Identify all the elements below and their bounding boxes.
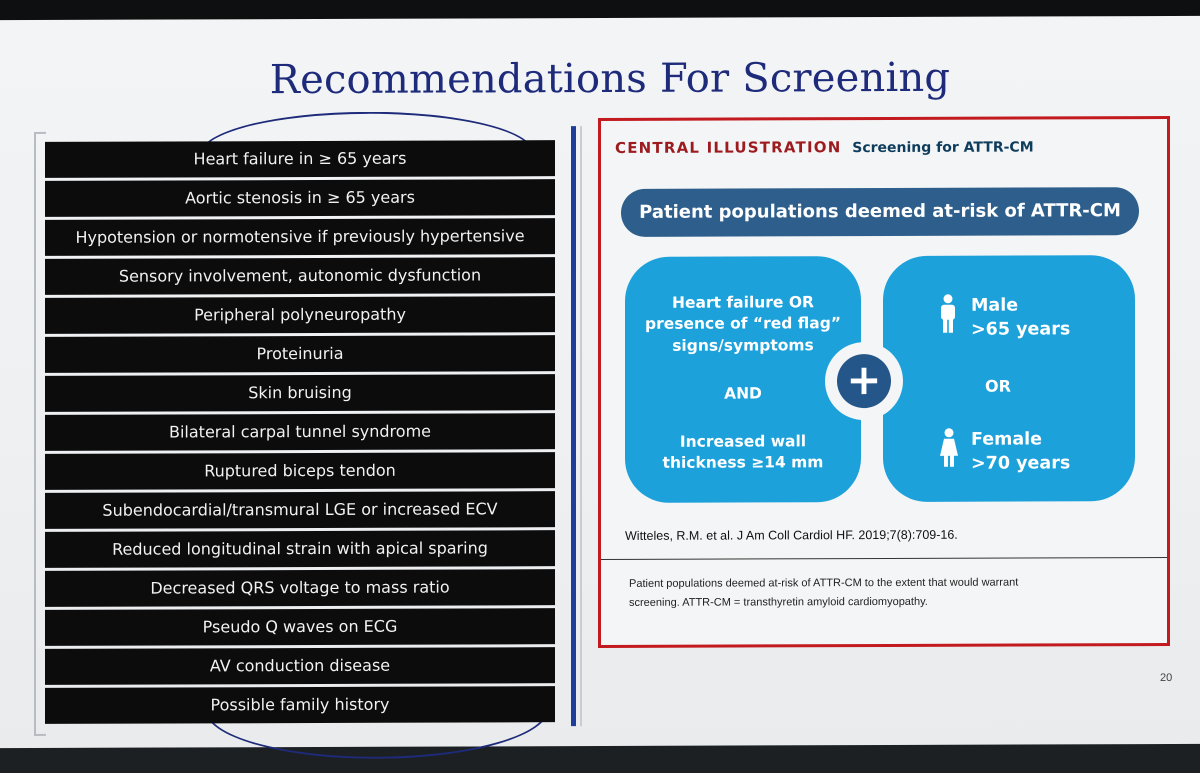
caption-line-1: Patient populations deemed at-risk of ATTR-CM to the extent that would warrant — [629, 576, 1019, 590]
left-box-line5: thickness ≥14 mm — [662, 453, 824, 472]
central-illustration-label: CENTRAL ILLUSTRATION — [615, 138, 842, 157]
criteria-item: AV conduction disease — [45, 647, 555, 684]
central-illustration-panel — [598, 116, 1170, 648]
left-box-line1: Heart failure OR — [672, 293, 814, 312]
male-age: >65 years — [971, 319, 1071, 340]
panel-header — [615, 131, 1155, 163]
female-label: Female — [971, 429, 1043, 450]
left-box-line3: signs/symptoms — [672, 336, 814, 355]
at-risk-banner: Patient populations deemed at-risk of ATTR-CM — [621, 187, 1139, 237]
criteria-item: Peripheral polyneuropathy — [45, 296, 555, 333]
citation: Witteles, R.M. et al. J Am Coll Cardiol HF. 2019;7(8):709-16. — [625, 527, 958, 543]
criteria-item: Pseudo Q waves on ECG — [45, 608, 555, 645]
criteria-item: Skin bruising — [45, 374, 555, 411]
illustration-caption — [629, 573, 1149, 613]
criteria-item: Possible family history — [45, 686, 555, 723]
criteria-list — [45, 140, 555, 727]
female-person-icon — [939, 428, 959, 468]
central-illustration-subtitle: Screening for ATTR-CM — [852, 139, 1034, 157]
left-box-line4: Increased wall — [679, 432, 807, 451]
left-box-and: AND — [724, 384, 762, 403]
criteria-item: Hypotension or normotensive if previously hypertensive — [45, 218, 555, 255]
criteria-item: Decreased QRS voltage to mass ratio — [45, 569, 555, 606]
female-age: >70 years — [971, 453, 1071, 474]
male-label: Male — [971, 295, 1019, 316]
left-box-line2: presence of “red flag” — [645, 314, 841, 333]
page-number: 20 — [1160, 672, 1173, 685]
criteria-box-right — [883, 255, 1135, 502]
criteria-item: Aortic stenosis in ≥ 65 years — [45, 179, 555, 216]
criteria-item: Bilateral carpal tunnel syndrome — [45, 413, 555, 450]
vertical-divider — [571, 126, 576, 726]
citation-divider — [601, 557, 1167, 560]
male-person-icon — [939, 294, 957, 334]
caption-line-2: screening. ATTR-CM = transthyretin amyloid cardiomyopathy. — [629, 595, 928, 609]
criteria-item: Sensory involvement, autonomic dysfunction — [45, 257, 555, 294]
vertical-divider-light — [580, 126, 582, 726]
criteria-item: Reduced longitudinal strain with apical sparing — [45, 530, 555, 567]
criteria-item: Ruptured biceps tendon — [45, 452, 555, 489]
slide — [0, 16, 1200, 748]
criteria-item: Proteinuria — [45, 335, 555, 372]
slide-title: Recommendations For Screening — [269, 54, 951, 104]
criteria-item: Heart failure in ≥ 65 years — [45, 140, 555, 177]
plus-icon: + — [837, 354, 891, 408]
criteria-item: Subendocardial/transmural LGE or increased ECV — [45, 491, 555, 528]
or-label: OR — [985, 376, 1011, 396]
